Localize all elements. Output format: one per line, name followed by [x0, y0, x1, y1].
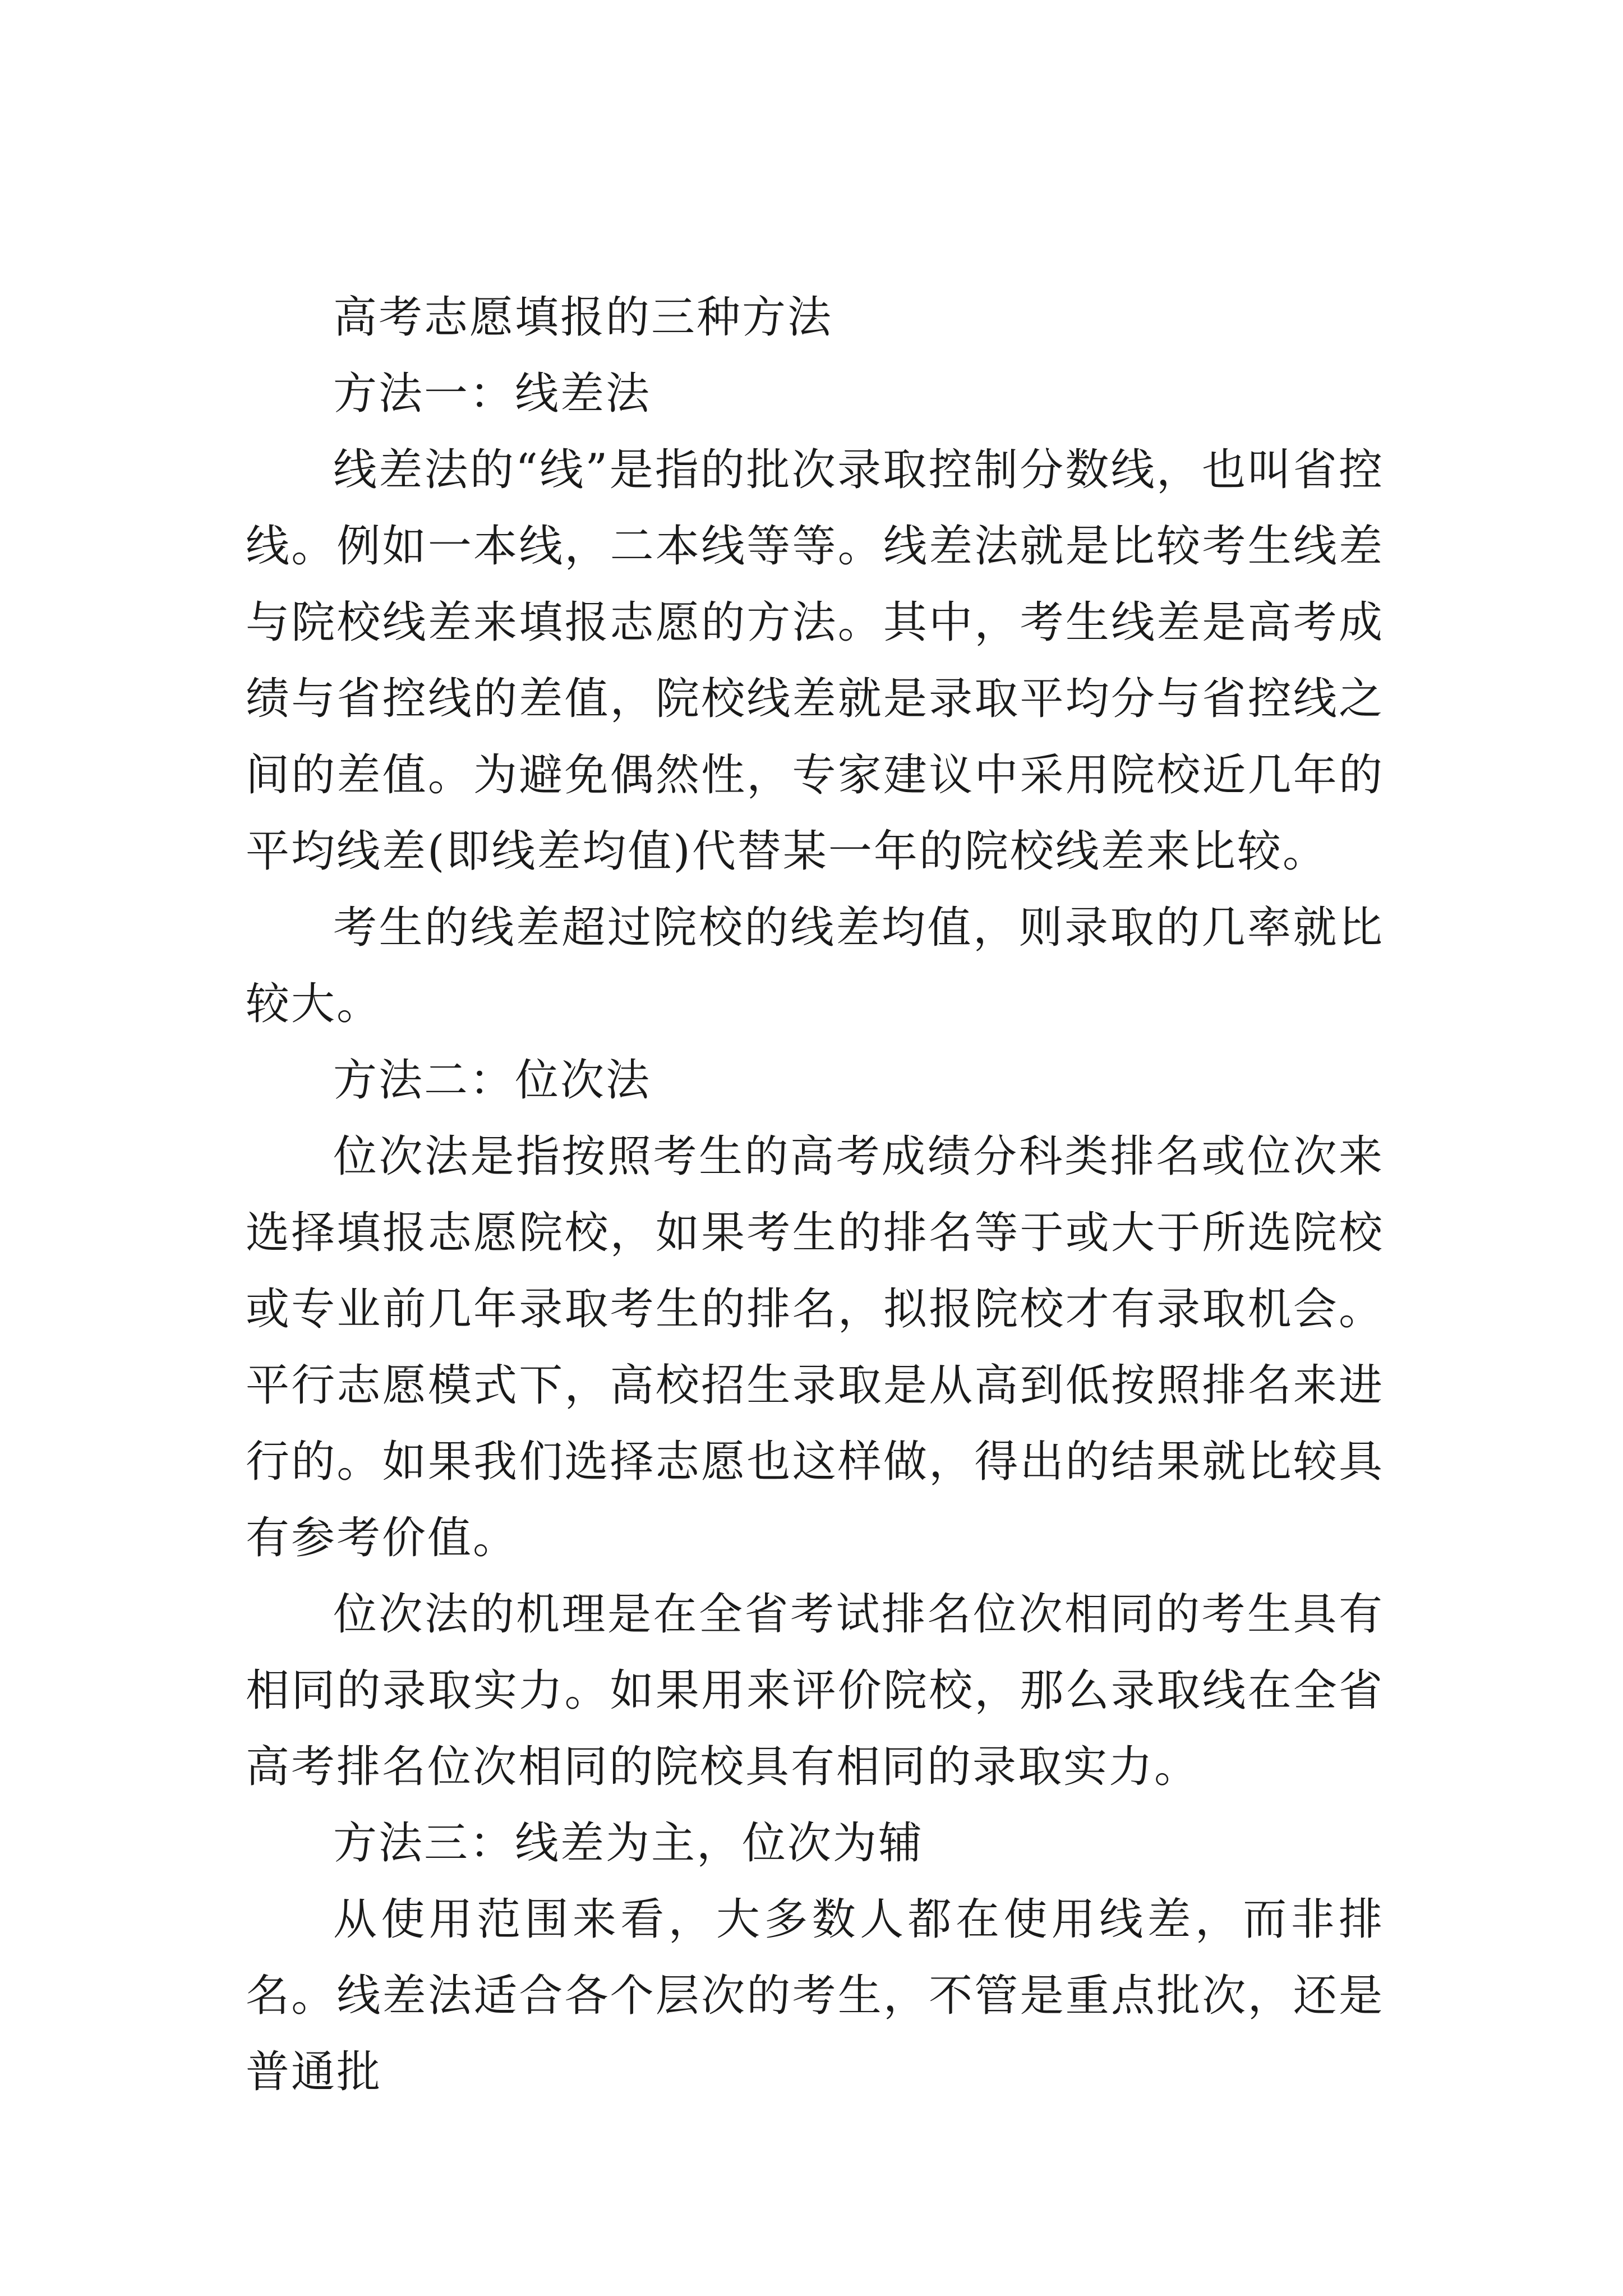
method2-paragraph-1: 位次法是指按照考生的高考成绩分科类排名或位次来选择填报志愿院校，如果考生的排名等于或大于所选院校或专业前几年录取考生的排名，拟报院校才有录取机会。平行志愿模式下，高校招生录取是从高到低按照排名来进行的。如果我们选择志愿也这样做，得出的结果就比较具有参考价值。: [246, 1131, 1384, 1563]
document-body: [246, 279, 1384, 2110]
method2-heading: 方法二：位次法: [333, 1055, 652, 1106]
method1-heading: 方法一：线差法: [333, 369, 652, 419]
method3-paragraph-1: 从使用范围来看，大多数人都在使用线差，而非排名。线差法适合各个层次的考生，不管是重点批次，还是普通批: [246, 1894, 1384, 2097]
method3-heading: 方法三：线差为主，位次为辅: [333, 1818, 924, 1869]
document-title: 高考志愿填报的三种方法: [333, 292, 833, 343]
method2-paragraph-2: 位次法的机理是在全省考试排名位次相同的考生具有相同的录取实力。如果用来评价院校，那么录取线在全省高考排名位次相同的院校具有相同的录取实力。: [246, 1589, 1384, 1792]
method1-paragraph-1: 线差法的“线”是指的批次录取控制分数线，也叫省控线。例如一本线，二本线等等。线差法就是比较考生线差与院校线差来填报志愿的方法。其中，考生线差是高考成绩与省控线的差值，院校线差就是录取平均分与省控线之间的差值。为避免偶然性，专家建议中采用院校近几年的平均线差(即线差均值)代替某一年的院校线差来比较。: [246, 445, 1384, 877]
method1-paragraph-2: 考生的线差超过院校的线差均值，则录取的几率就比较大。: [246, 903, 1384, 1029]
